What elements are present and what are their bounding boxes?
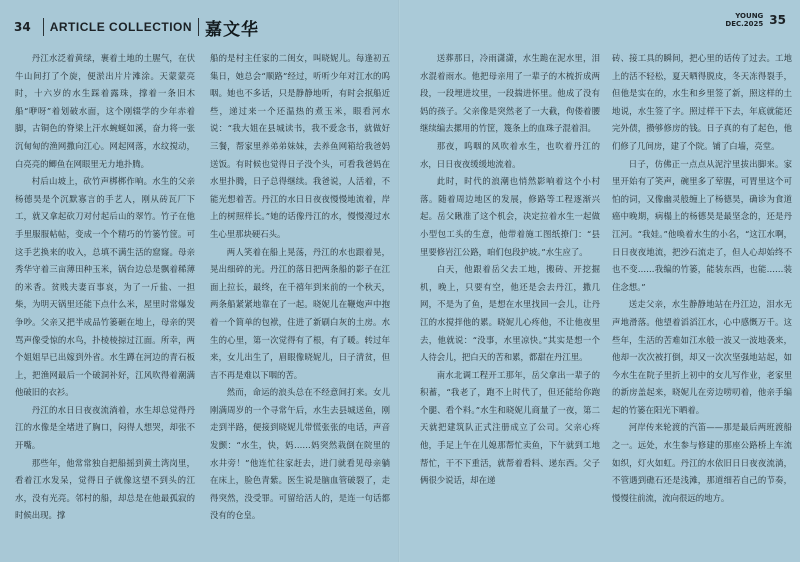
paragraph: 那些年，他常常独自把船摇到黄土湾岗里，看着江水发呆，觉得日子就像这望不到头的江水，没有光亮。邻村的船，却总是在他最孤寂的时候出现。撑	[15, 457, 195, 521]
header-divider-2	[198, 18, 199, 36]
paragraph: 送葬那日，冷雨潇潇，水生跪在泥水里，泪水混着雨水。他把母亲用了一辈子的木梳折成两段，一段埋进坟里，一段揣进怀里。他成了没有妈的孩子。父亲像是突然老了一大截，佝偻着腰继续编去摞用的竹筐，篾条上的血珠子混着泪。	[420, 53, 600, 134]
section-title: ARTICLE COLLECTION	[49, 20, 193, 34]
paragraph: 南水北调工程开工那年，岳父拿出一辈子的积蓄，“我老了，跑不上时代了，但还能给你跑个腿、看个料。”水生和晓妮儿商量了一夜，第二天就把建筑队正式注册成立了公司。父亲心疼他，手足上午在儿媳那帮忙卖鱼，下午就到工地帮忙，干不下重活，就帮着看料、递东西。父子俩很少说话，却在递	[420, 369, 600, 486]
paragraph: 丹江水泛着黄绿，裹着土地的土腥气，在伏牛山间打了个旋，便淤出片片滩涂。天蒙蒙亮时，十六岁的水生踩着露珠，撑着一条旧木船“咿呀”着划破水面，这个刚辍学的少年赤着脚，古铜色的脊梁上汗水蜿蜒如溪，奋力将一张沉甸甸的渔网撒向江心。网起网落，水纹搅动，白亮亮的鲫鱼在网眼里无力地扑腾。	[15, 53, 195, 169]
paragraph: 砖、接工具的瞬间，把心里的话传了过去。工地上的活不轻松，夏天晒得脱皮，冬天冻得裂手，但他是实在的，水生和乡里签了新，照这样的土地说，水生签了字。照过样干下去，年底就能还完外债，攒够修房的钱。日子真的有了起色，他们修了几间房，建了个院。铺了白墙，亮堂。	[612, 53, 792, 151]
magazine-name: YOUNG	[735, 12, 764, 20]
author-name: 嘉文华	[205, 19, 260, 40]
paragraph: 村后山坡上，砍竹声梆梆作响。水生的父亲杨德昊是个沉默寡言的手艺人，刚从砖瓦厂下工，就又拿起砍刀对付起后山的翠竹。竹子在他手里服服帖帖，变成一个个精巧的竹篓竹筐。可这手艺换来的收入，总填不满生活的窟窿。母亲秀华守着三亩薄田种玉米，锅台边总是飘着稀薄的米香。贫贱夫妻百事哀，为了一斤盐、一担柴，为明天锅里还能下点什么米，屋里时常爆发争吵。父亲又把半成品竹篓砸在地上，母亲的哭骂声像受惊的水鸟，扑棱棱掠过江面。所幸，两个姐姐早已出嫁到外省。水生蹲在河边的青石板上，把渔网最后一个破洞补好，江风吹得着潮满他破旧的衣衫。	[15, 176, 195, 398]
issue-date: DEC.2025	[725, 20, 764, 28]
paragraph: 日子，仿佛正一点点从泥泞里拔出脚来。家里开始有了笑声，碗里多了荤腥，可胃里这个可怕的词，又像幽灵般缠上了杨德昊，确诊为食道癌中晚期，病榻上的杨德昊是最坚念的，还是丹江河。“我娃。”他唤着水生的小名，“这江水啊，日日夜夜地流，把沙石流走了，但人心却始终不也不变……我编的竹篓，能装东西，也能……装住念想。”	[612, 158, 792, 292]
right-page-header	[725, 12, 786, 28]
text-column-1	[15, 50, 195, 555]
paragraph: 丹江的水日日夜夜流淌着，水生却总觉得丹江的水像是全堵进了胸口，闷得人想哭，却张不开嘴。	[15, 404, 195, 451]
issue-label	[725, 12, 763, 28]
page-number-left: 34	[14, 20, 31, 34]
paragraph: 两人笑着在船上晃荡，丹江的水也跟着晃，晃出细碎的光。丹江的落日把两条船的影子在江面上拉长，最终，在千禧年到来前的一个秋天，两条船紧紧地靠在了一起。晓妮儿在鞭炮声中抱着一个简单的包袱，住进了新刷白灰的土房。水生的心里，第一次觉得有了根，有了暖。转过年来，女儿出生了，眉眼像晓妮儿，日子清贫，但吉不再是难以下咽的苦。	[210, 246, 390, 380]
paragraph: 河岸传来轮渡的汽笛——那是最后两班渡船之一。远处，水生参与修建的那座公路桥上车流如织，灯火如虹。丹江的水依旧日日夜夜流淌，不管遇到礁石还是浅滩，那道细若自己的节奏，慢慢往前流，流向很远的地方。	[612, 422, 792, 503]
page-number-right: 35	[769, 13, 786, 27]
header-divider	[43, 18, 44, 36]
text-column-3	[420, 50, 600, 555]
paragraph: 那夜，呜咽的风吹着水生，也吹着丹江的水，日日夜夜缓缓地流着。	[420, 140, 600, 169]
paragraph: 送走父亲，水生静静地站在丹江边，泪水无声地滑落。他望着滔滔江水，心中感慨万千。这些年，生活的苦难如江水般一波又一波地袭来，他却一次次被打倒，却又一次次坚强地站起，如今水生在院子里折上初中的女儿写作业，老家里的新房盖起来，晓妮儿在旁边唠叨着，他亲手编起的竹篓在阳光下晒着。	[612, 299, 792, 415]
right-page	[400, 0, 800, 562]
paragraph: 此时，时代的浪潮也悄然影响着这个小村落。随着周边地区的发展，修路等工程逐渐兴起。岳父瞅准了这个机会，决定拉着水生一起做小型包工头的生意，他带着施工图纸撩门：“县里要修岩江公路，咱们包段护坡。”水生应了。	[420, 176, 600, 257]
text-column-2	[210, 50, 390, 555]
paragraph: 然而，命运的浪头总在不经意间打来。女儿刚满周岁的一个寻常午后，水生去县城送鱼，刚走到半路，便接到晓妮儿带慌张张的电话，声音发颤：“水生，快，妈……妈突然栽倒在院里的水井旁！”他连忙往家赶去，进门就看见母亲躺在床上，脸色青紫。医生说是脑血管破裂了，走得突然，没受罪。可留给活人的，是连一句话都没有的仓皇。	[210, 387, 390, 521]
left-page-header	[14, 14, 259, 40]
paragraph: 白天，他跟着岳父去工地，搬砖、开挖掘机，晚上，只要有空，他还是会去丹江，撒几网，不是为了鱼，是想在水里找回一会儿，让丹江的水搅拌他的累。晓妮儿心疼他，不让他夜里去，他就说：“没事，水里凉快。”其实是想一个人待会儿，把白天的苦和累，都甜在丹江里。	[420, 264, 600, 363]
text-column-4	[612, 50, 792, 555]
paragraph: 船的是村主任家的二闺女，叫晓妮儿。每逢初五集日，她总会“顺路”经过，听听少年对江水的呜咽。她也不多话，只是静静地听，有时会抿船近些，递过来一个还温热的煮玉米，眼看河水说：“我大姐在县城读书，我不爱念书，就做好三餐，帮家里养弟弟妹妹，去养鱼网箱给我爸妈送饭。有时候也觉得日子没个头，可看我爸妈在水里扑腾，日子总得继续。我爸说，人活着，不能光想着苦。丹江的水日日夜夜慢慢地流着，岸上的树照样长。”她的话像丹江的水，慢慢漫过水生心里那块硬石头。	[210, 53, 390, 239]
